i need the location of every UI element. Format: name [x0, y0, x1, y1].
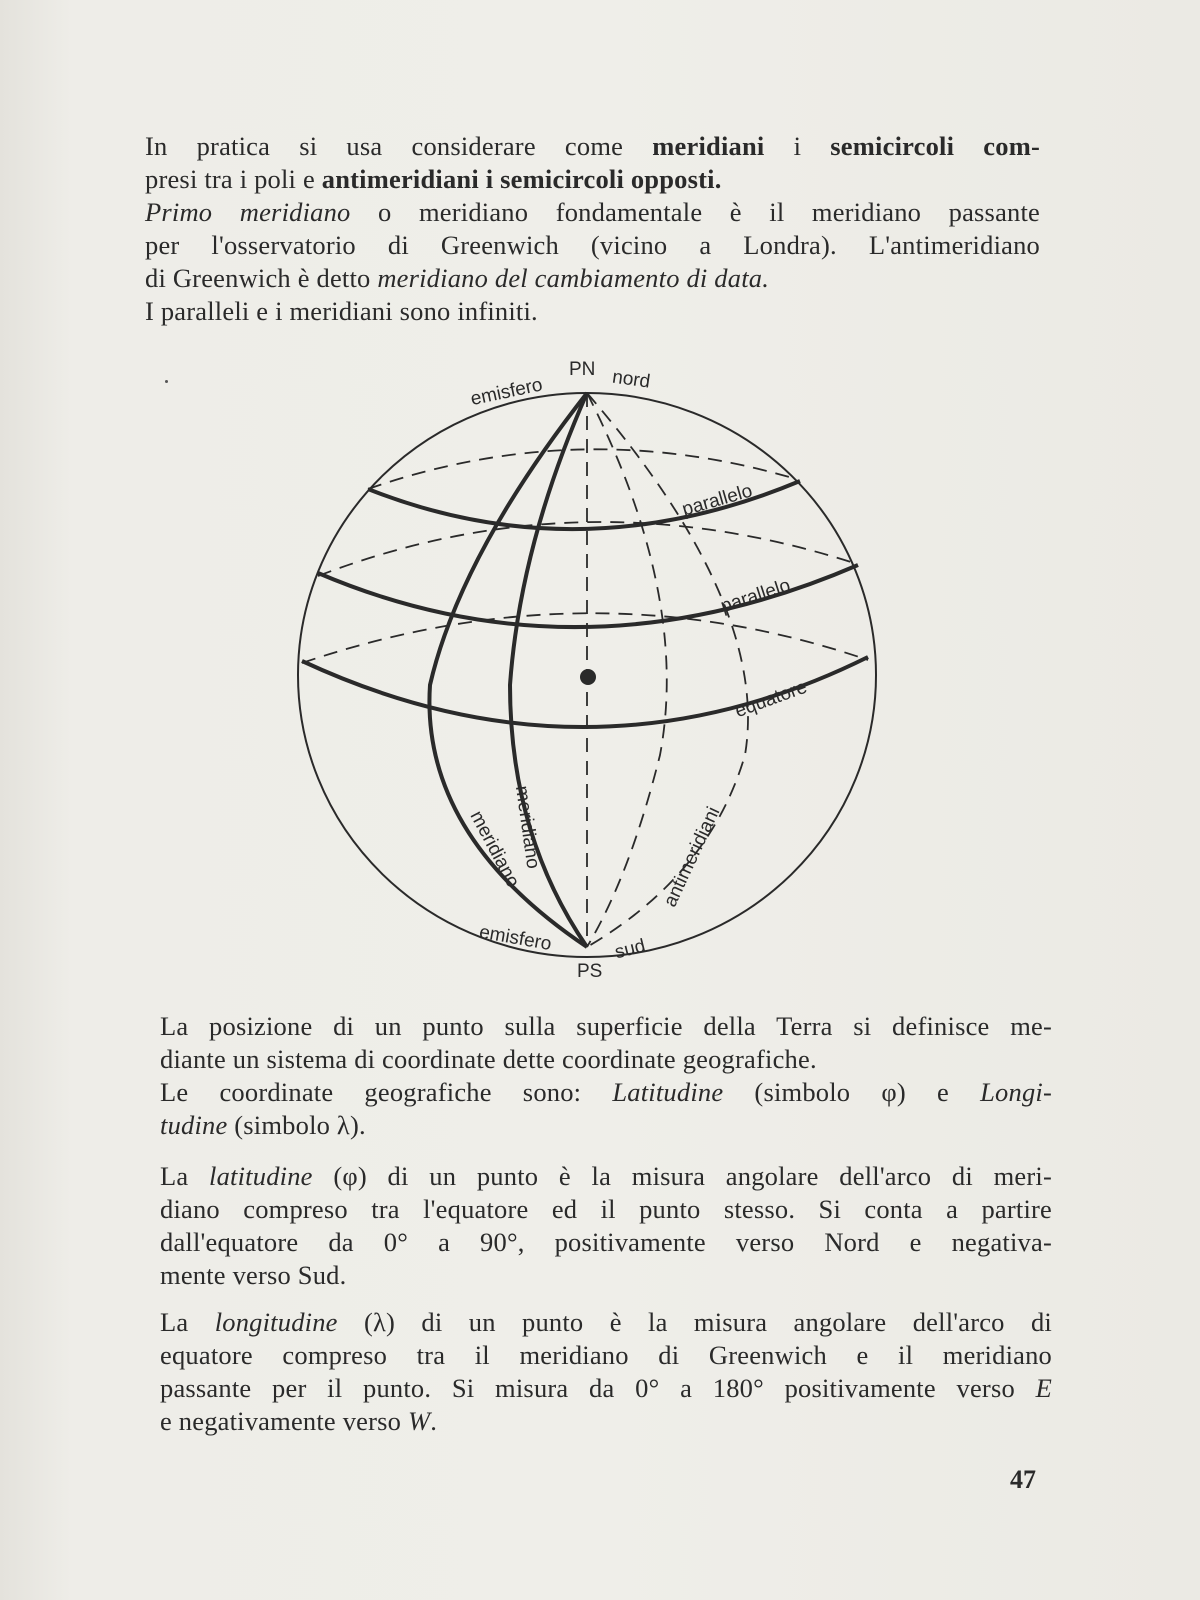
- text-line: tudine (simbolo λ).: [160, 1110, 366, 1140]
- label-meridiano-outer: meridiano: [465, 807, 524, 892]
- label-parallelo-2: parallelo: [718, 575, 794, 618]
- center-point-icon: [580, 669, 596, 685]
- label-sud: sud: [612, 935, 648, 964]
- paragraph-coordinates: [160, 1010, 1052, 1142]
- text-line: dall'equatore da 0° a 90°, positivamente verso Nord e negativa-: [160, 1227, 1052, 1257]
- text-line: per l'osservatorio di Greenwich (vicino a Londra). L'antimeridiano: [145, 230, 1040, 260]
- text-line: equatore compreso tra il meridiano di Greenwich e il meridiano: [160, 1340, 1052, 1370]
- label-antimeridiani: antimeridiani: [659, 803, 725, 911]
- paragraph-latitude: [160, 1160, 1052, 1292]
- text-line: La longitudine (λ) di un punto è la misura angolare dell'arco di: [160, 1307, 1052, 1337]
- text-line: diante un sistema di coordinate dette coordinate geografiche.: [160, 1044, 817, 1074]
- text-line: In pratica si usa considerare come meridiani i semicircoli com-: [145, 131, 1040, 161]
- label-pn: PN: [569, 359, 596, 380]
- label-equatore: equatore: [732, 676, 810, 723]
- text-line: e negativamente verso W.: [160, 1406, 438, 1436]
- text-line: Le coordinate geografiche sono: Latitudine (simbolo φ) e Longi-: [160, 1077, 1052, 1107]
- globe-svg: [290, 355, 900, 995]
- label-ps: PS: [577, 961, 603, 982]
- text-line: passante per il punto. Si misura da 0° a 180° positivamente verso E: [160, 1373, 1052, 1403]
- text-line: presi tra i poli e antimeridiani i semicircoli opposti.: [145, 164, 722, 194]
- globe-diagram: [290, 355, 900, 995]
- text-line: I paralleli e i meridiani sono infiniti.: [145, 296, 538, 326]
- label-meridiano-inner: meridiano: [510, 784, 544, 871]
- label-emisfero-north: emisfero: [468, 374, 545, 411]
- label-emisfero-south: emisfero: [477, 921, 554, 956]
- label-nord: nord: [610, 366, 652, 393]
- text-line: La posizione di un punto sulla superficie della Terra si definisce me-: [160, 1011, 1052, 1041]
- label-parallelo-1: parallelo: [679, 480, 755, 521]
- print-speck: [165, 380, 168, 383]
- text-line: Primo meridiano o meridiano fondamentale è il meridiano passante: [145, 197, 1040, 227]
- text-line: La latitudine (φ) di un punto è la misura angolare dell'arco di meri-: [160, 1161, 1052, 1191]
- text-line: di Greenwich è detto meridiano del cambiamento di data.: [145, 263, 770, 293]
- paragraph-longitude: [160, 1306, 1052, 1438]
- text-line: mente verso Sud.: [160, 1260, 347, 1290]
- meridian-inner: [510, 393, 587, 947]
- antimeridians: [587, 393, 748, 947]
- back-parallels: [302, 449, 868, 663]
- paragraph-meridians: [145, 130, 1040, 328]
- text-line: diano compreso tra l'equatore ed il punto stesso. Si conta a partire: [160, 1194, 1052, 1224]
- page-number: 47: [1010, 1465, 1036, 1494]
